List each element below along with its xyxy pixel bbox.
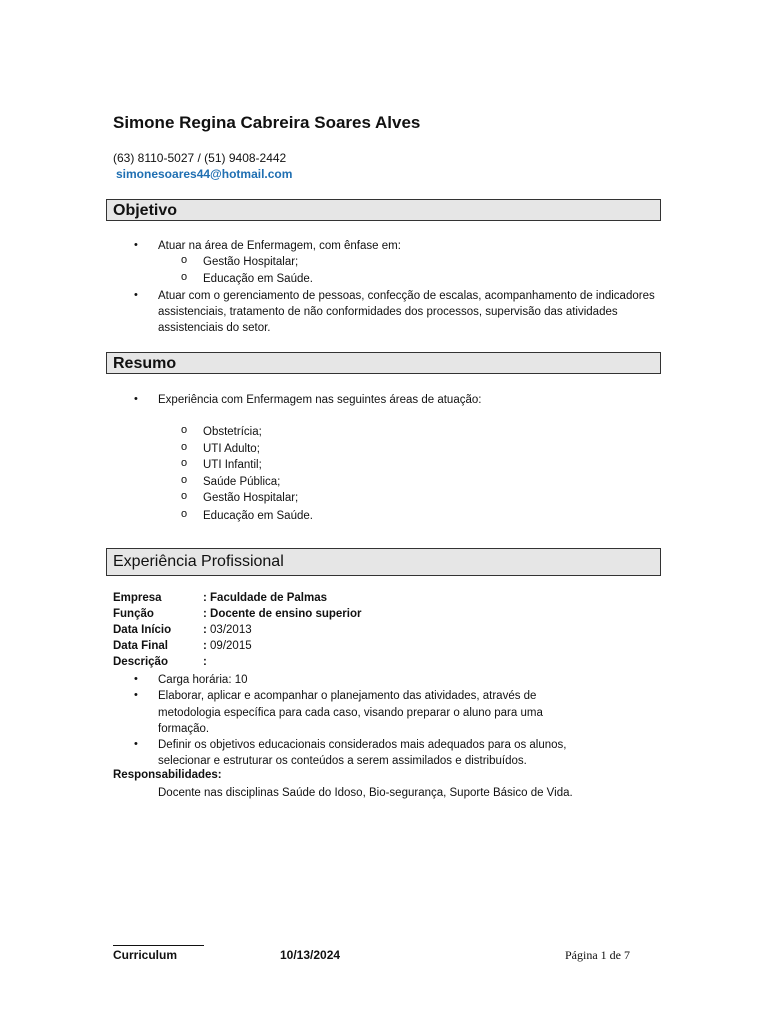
funcao-value: : Docente de ensino superior <box>203 608 362 620</box>
objetivo-item-2-line-2: assistenciais, tratamento de não conformidades dos processos, supervisão das atividades <box>158 306 618 318</box>
circle-bullet-icon: o <box>181 457 188 469</box>
data-inicio-value <box>203 624 252 636</box>
data-inicio-label: Data Início <box>113 624 172 636</box>
bullet-icon: • <box>134 673 138 685</box>
bullet-icon: • <box>134 689 138 701</box>
section-title: Experiência Profissional <box>113 553 284 570</box>
circle-bullet-icon: o <box>181 474 188 486</box>
circle-bullet-icon: o <box>181 508 188 520</box>
empresa-value: : Faculdade de Palmas <box>203 592 327 604</box>
candidate-name: Simone Regina Cabreira Soares Alves <box>113 113 421 132</box>
section-objetivo-header <box>106 199 661 221</box>
data-inicio-text: 03/2013 <box>206 624 252 636</box>
descricao-bullet-3-line-2: selecionar e estruturar os conteúdos a serem assimilados e distribuídos. <box>158 755 527 767</box>
responsabilidades-text: Docente nas disciplinas Saúde do Idoso, Bio-segurança, Suporte Básico de Vida. <box>158 787 573 799</box>
footer-page-number: Página 1 de 7 <box>565 948 630 962</box>
section-resumo-header <box>106 352 661 374</box>
objetivo-sub-2: Educação em Saúde. <box>203 273 313 285</box>
email-link[interactable]: simonesoares44@hotmail.com <box>116 167 293 181</box>
phone-numbers: (63) 8110-5027 / (51) 9408-2442 <box>113 151 287 165</box>
bullet-icon: • <box>134 289 138 301</box>
descricao-bullet-3-line-1: Definir os objetivos educacionais considerados mais adequados para os alunos, <box>158 739 567 751</box>
footer-date: 10/13/2024 <box>280 948 341 962</box>
section-experiencia-header <box>106 548 661 576</box>
circle-bullet-icon: o <box>181 424 188 436</box>
bullet-icon: • <box>134 393 138 405</box>
resumo-sub-item: UTI Adulto; <box>203 443 260 455</box>
resumo-sub-item: Obstetrícia; <box>203 426 262 438</box>
resumo-sub-item: UTI Infantil; <box>203 459 262 471</box>
funcao-label: Função <box>113 608 154 620</box>
objetivo-item-2-line-1: Atuar com o gerenciamento de pessoas, confecção de escalas, acompanhamento de indicadores <box>158 290 655 302</box>
footer-title: Curriculum <box>113 948 178 962</box>
descricao-bullet-2-line-1: Elaborar, aplicar e acompanhar o planejamento das atividades, através de <box>158 690 537 702</box>
resumo-sub-item: Saúde Pública; <box>203 476 281 488</box>
bullet-icon: • <box>134 738 138 750</box>
objetivo-item-1: Atuar na área de Enfermagem, com ênfase em: <box>158 240 401 252</box>
circle-bullet-icon: o <box>181 490 188 502</box>
colon: : <box>203 624 207 636</box>
objetivo-item-2-line-3: assistenciais do setor. <box>158 322 271 334</box>
bullet-icon: • <box>134 239 138 251</box>
objetivo-sub-1: Gestão Hospitalar; <box>203 256 299 268</box>
descricao-bullet-2-line-2: metodologia específica para cada caso, visando preparar o aluno para uma <box>158 707 543 719</box>
section-title: Resumo <box>113 355 177 372</box>
responsabilidades-label: Responsabilidades: <box>113 769 222 781</box>
circle-bullet-icon: o <box>181 441 188 453</box>
empresa-label: Empresa <box>113 592 162 604</box>
colon: : <box>203 640 207 652</box>
descricao-colon: : <box>203 656 207 668</box>
footer-rule <box>113 945 204 946</box>
data-final-label: Data Final <box>113 640 168 652</box>
resumo-item-1: Experiência com Enfermagem nas seguintes áreas de atuação: <box>158 394 482 406</box>
resumo-sub-item: Educação em Saúde. <box>203 510 313 522</box>
descricao-bullet-2-line-3: formação. <box>158 723 210 735</box>
data-final-text: 09/2015 <box>206 640 252 652</box>
descricao-bullet-1: Carga horária: 10 <box>158 674 248 686</box>
section-title: Objetivo <box>113 202 178 219</box>
descricao-label: Descrição <box>113 656 168 668</box>
circle-bullet-icon: o <box>181 271 188 283</box>
circle-bullet-icon: o <box>181 254 188 266</box>
data-final-value <box>203 640 252 652</box>
resumo-sub-item: Gestão Hospitalar; <box>203 492 299 504</box>
